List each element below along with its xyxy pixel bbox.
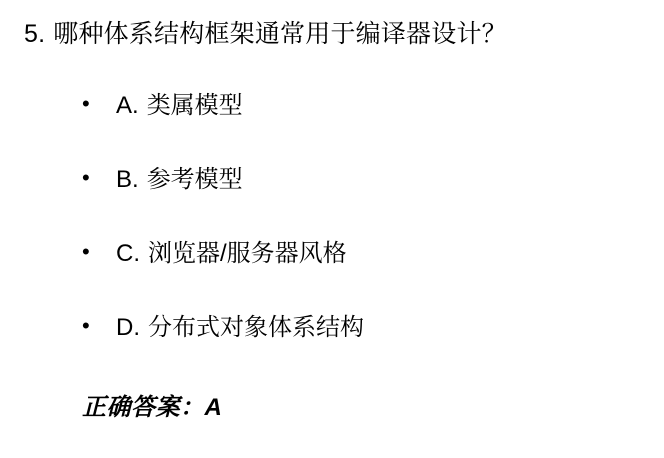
option-text: 分布式对象体系结构 [148, 313, 364, 341]
question-number: 5. [24, 20, 46, 48]
option-a[interactable] [82, 91, 640, 121]
option-text: 参考模型 [146, 165, 243, 193]
question-block [24, 18, 640, 51]
correct-answer: 正确答案：A [82, 393, 223, 421]
bullet-icon: • [82, 90, 90, 116]
bullet-icon: • [82, 312, 90, 338]
option-b[interactable] [82, 165, 640, 195]
option-letter: D. [116, 313, 140, 341]
option-d[interactable] [82, 313, 640, 343]
options-list [24, 91, 640, 343]
option-text: 浏览器/服务器风格 [148, 239, 347, 267]
option-letter: C. [116, 239, 140, 267]
bullet-icon: • [82, 164, 90, 190]
bullet-icon: • [82, 238, 90, 264]
question-text: 哪种体系结构框架通常用于编译器设计？ [53, 20, 507, 48]
option-c[interactable] [82, 239, 640, 269]
option-text: 类属模型 [146, 91, 243, 119]
option-letter: B. [116, 165, 139, 193]
option-letter: A. [116, 91, 139, 119]
